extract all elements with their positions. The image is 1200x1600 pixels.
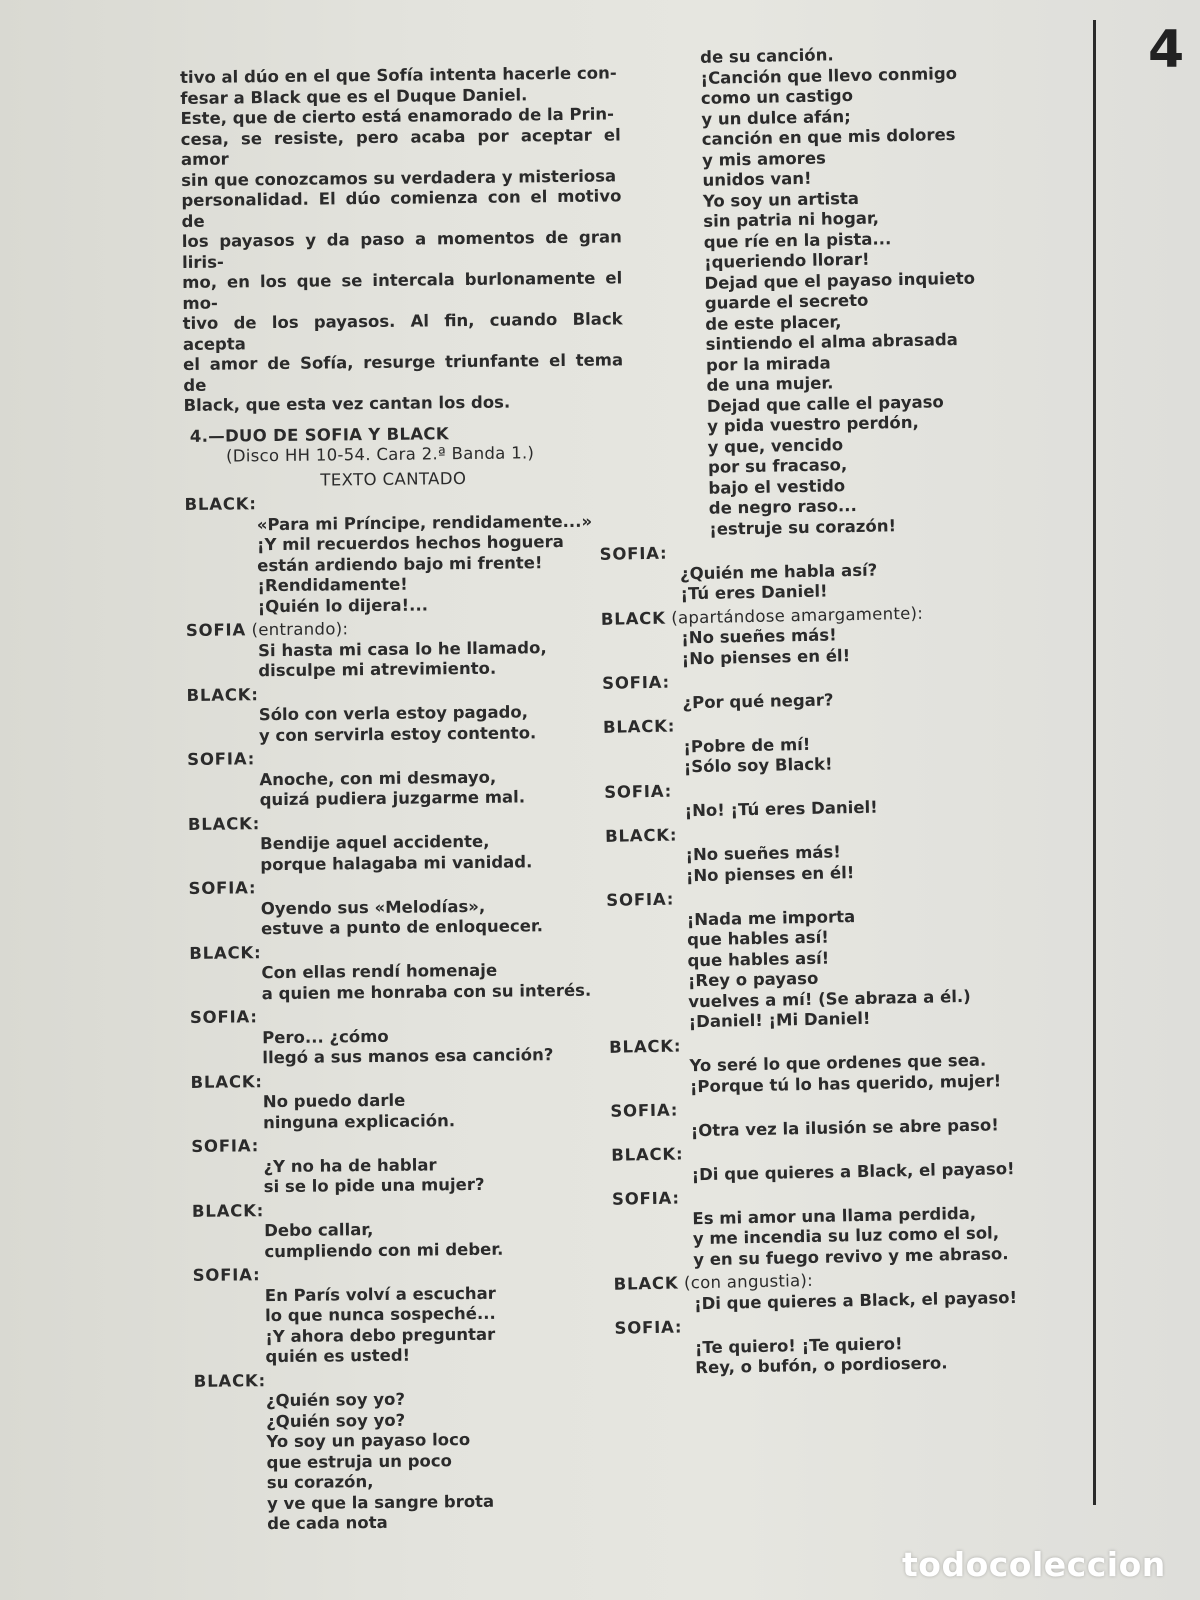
dialogue-line: quizá pudiera juzgarme mal. [259,787,526,810]
intro-paragraph [180,63,624,416]
speaker-name: SOFIA: [614,1317,683,1338]
dialogue-line: ¡Rey o payaso [687,968,819,991]
dialogue-lines [260,830,628,875]
dialogue-line: ¡No! ¡Tú eres Daniel! [684,797,878,821]
intro-line: tivo al dúo en el que Sofía intenta hacerle con- [180,63,617,87]
disc-reference: (Disco HH 10-54. Cara 2.ª Banda 1.) [225,443,535,466]
dialogue-block [187,745,628,811]
dialogue-line: ¡Di que quieres a Black, el payaso! [691,1158,1015,1184]
verse-line: de este placer, [705,311,842,334]
speaker-name: SOFIA: [601,672,671,693]
dialogue-block [609,1028,1090,1099]
dialogue-block [602,665,1083,715]
verse-line: de una mujer. [706,373,834,395]
verse-line: de negro raso... [708,495,857,518]
dialogue-block [192,1197,633,1263]
dialogue-block [186,616,627,682]
dialogue-line: ¡Y ahora debo preguntar [265,1324,496,1346]
dialogue-line: ¡Rendidamente! [257,574,408,596]
dialogue-block [186,681,627,747]
dialogue-block [191,1132,632,1198]
verse-line: Dejad que calle el payaso [706,391,944,416]
dialogue-lines [261,959,629,1004]
verse-line: unidos van! [702,168,812,190]
speaker-name: SOFIA: [187,749,256,769]
dialogue-line: ¡Porque tú lo has querido, mujer! [689,1070,1002,1096]
verse-line: y que, vencido [707,434,844,457]
dialogue-lines [261,895,629,940]
verse-line: por la mirada [705,352,831,375]
dialogue-line: y en su fuego revivo y me abraso. [693,1243,1009,1269]
dialogue-line: ¿Y no ha de hablar [263,1154,437,1176]
dialogue-line: que estruja un poco [266,1450,453,1472]
dialogue-line: ¡No sueñes más! [685,842,841,865]
dialogue-line: ¡Quién lo dijera!... [257,594,429,616]
verse-line: Yo soy un artista [702,188,860,211]
dialogue-line: ¿Quién soy yo? [266,1410,406,1431]
dialogue-line: a quien me honraba con su interés. [261,980,592,1003]
dialogue-line: Rey, o bufón, o pordiosero. [695,1353,948,1378]
dialogue-line: En París volví a escuchar [264,1283,496,1305]
dialogue-lines [681,621,1082,670]
dialogue-line: ¡Otra vez la ilusión se abre paso! [690,1114,999,1140]
verse-line: Dejad que el payaso inquieto [704,268,976,293]
speaker-name: SOFIA: [189,1007,258,1027]
dialogue-line: Sólo con verla estoy pagado, [258,702,529,725]
dialogue-line: porque halagaba mi vanidad. [260,851,533,874]
speaker-name: BLACK: [611,1144,684,1165]
right-opening-verse [700,41,1079,540]
verse-line: y pida vuestro perdón, [707,412,919,436]
intro-line: fesar a Black que es el Duque Daniel. [180,84,528,108]
dialogue-line: Oyendo sus «Melodías», [260,896,486,918]
dialogue-block [610,1093,1091,1143]
dialogue-line: Si hasta mi casa lo he llamado, [258,637,547,660]
speaker-name: SOFIA: [192,1265,261,1285]
dialogue-line: ¡Te quiero! ¡Te quiero! [694,1333,903,1357]
dialogue-block [188,810,629,876]
dialogue-lines [683,729,1084,778]
dialogue-lines [692,1201,1093,1270]
dialogue-line: su corazón, [266,1472,374,1493]
verse-line: bajo el vestido [708,475,846,498]
intro-line: personalidad. El dúo comienza con el motivo de [181,186,622,231]
dialogue-line: Es mi amor una llama perdida, [692,1203,977,1228]
verse-line: ¡estruje su corazón! [709,515,897,539]
dialogue-line: ninguna explicación. [262,1110,456,1132]
dialogue-line: ¡Sólo soy Black! [683,754,833,777]
speaker-name: SOFIA: [610,1100,679,1121]
intro-line: Black, que esta vez cantan los dos. [183,392,511,415]
dialogue-line: ¡Daniel! ¡Mi Daniel! [688,1008,871,1032]
dialogue-line: Bendije aquel accidente, [260,831,490,854]
speaker-name: BLACK: [191,1200,265,1221]
dialogue-lines [680,556,1081,605]
dialogue-block [605,817,1086,888]
dialogue-line: ¡No sueñes más! [681,625,837,648]
dialogue-line: y me incendia su luz como el sol, [692,1223,1000,1249]
dialogue-block [190,1003,631,1069]
speaker-name: SOFIA: [606,889,675,910]
intro-line: cesa, se resiste, pero acaba por aceptar el amor [180,124,621,169]
verse-line: canción en que mis dolores [701,125,956,149]
dialogue-lines [689,1049,1090,1098]
dialogue-line: Yo soy un payaso loco [266,1430,471,1452]
dialogue-line: ¡Pobre de mí! [683,734,811,756]
watermark-logo: todocoleccion [902,1545,1166,1584]
speaker-name: BLACK: [190,1071,263,1092]
dialogue-line: Pero... ¿cómo [262,1026,389,1047]
stage-direction: (con angustia): [678,1270,814,1293]
verse-line: guarde el secreto [704,290,869,313]
dialogue-line: ¡No pienses en él! [685,862,855,885]
intro-line: sin que conozcamos su verdadera y misteriosa [181,165,617,190]
speaker-name: BLACK: [187,813,261,834]
dialogue-line: ¡No pienses en él! [681,645,851,668]
dialogue-block [188,874,629,940]
dialogue-line: vuelves a mí! (Se abraza a él.) [688,986,971,1011]
dialogue-lines [263,1088,631,1133]
dialogue-line: si se lo pide una mujer? [263,1174,485,1197]
dialogue-line: ¿Quién me habla así? [679,560,878,583]
dialogue-line: ¡Tú eres Daniel! [680,581,828,604]
dialogue-line: estuve a punto de enloquecer. [260,916,544,939]
dialogue-line: de cada nota [267,1512,388,1534]
dialogue-lines [687,902,1089,1033]
speaker-name: BLACK: [193,1370,267,1391]
dialogue-line: están ardiendo bajo mi frente! [257,552,543,575]
left-dialogue [184,490,635,1535]
dialogue-line: que hables así! [686,927,829,950]
sung-text-label: TEXTO CANTADO [320,468,467,490]
dialogue-lines [259,766,627,811]
dialogue-lines [265,1282,634,1368]
verse-line: sin patria ni hogar, [703,208,880,231]
page-number: 4 [1148,20,1185,80]
dialogue-block [184,490,625,618]
speaker-name: SOFIA [185,620,247,640]
stage-direction: (entrando): [245,619,349,640]
dialogue-line: ¿Por qué negar? [682,689,834,712]
dialogue-block [612,1181,1093,1272]
verse-line: y mis amores [701,147,827,170]
dialogue-lines [266,1387,635,1534]
intro-line: tivo de los payasos. Al fin, cuando Black acepta [182,309,623,354]
dialogue-block [614,1310,1095,1381]
dialogue-block [603,709,1084,780]
dialogue-line: Anoche, con mi desmayo, [259,767,497,789]
dialogue-block [614,1266,1095,1316]
dialogue-line: ¡Nada me importa [686,906,856,929]
dialogue-line: «Para mi Príncipe, rendidamente...» [256,511,593,534]
dialogue-line: Yo seré lo que ordenes que sea. [689,1050,987,1076]
dialogue-line: disculpe mi atrevimiento. [258,658,497,681]
dialogue-line: ¿Quién soy yo? [265,1389,406,1411]
dialogue-line: y ve que la sangre brota [266,1491,495,1513]
dialogue-line: llegó a sus manos esa canción? [262,1045,554,1068]
dialogue-lines [264,1217,632,1262]
speaker-name: BLACK: [608,1035,682,1057]
dialogue-block [601,600,1082,671]
dialogue-lines [257,511,626,617]
dialogue-block [611,1137,1092,1187]
verse-line: como un castigo [700,85,854,108]
intro-line: el amor de Sofía, resurge triunfante el tema de [183,350,624,395]
verse-line: sintiendo el alma abrasada [705,329,958,354]
intro-line: los payasos y da paso a momentos de gran liris- [181,227,622,272]
right-column [590,41,1095,1380]
dialogue-line: ¡Y mil recuerdos hechos hoguera [256,532,564,555]
dialogue-block [604,773,1085,823]
right-dialogue [600,536,1096,1381]
dialogue-line: lo que nunca sospeché... [264,1303,496,1326]
speaker-name: BLACK: [184,494,257,514]
dialogue-block [193,1261,634,1368]
speaker-name: BLACK: [604,824,678,846]
verse-line: por su fracaso, [707,455,848,477]
speaker-name: BLACK: [602,716,676,737]
verse-line: ¡queriendo llorar! [703,249,870,272]
dialogue-line: Con ellas rendí homenaje [261,960,498,983]
verse-line: ¡Canción que llevo conmigo [700,63,958,88]
dialogue-line: cumpliendo con mi deber. [264,1239,504,1261]
speaker-name: SOFIA: [611,1188,681,1209]
speaker-name: BLACK: [186,684,259,705]
dialogue-block [606,882,1089,1035]
left-column [180,63,635,1535]
intro-line: mo, en los que se intercala burlonamente el mo- [182,268,623,313]
dialogue-lines [262,1024,630,1069]
verse-line: de su canción. [699,45,834,67]
speaker-name: SOFIA: [191,1136,260,1156]
speaker-name: BLACK: [189,942,262,963]
speaker-name: BLACK [613,1273,679,1294]
intro-line: Este, que de cierto está enamorado de la Prin- [180,104,615,128]
dialogue-lines [695,1330,1096,1379]
dialogue-lines [258,637,626,682]
dialogue-block [189,939,630,1005]
dialogue-block [191,1068,632,1134]
dialogue-lines [259,701,627,746]
dialogue-line: Debo callar, [264,1220,374,1241]
dialogue-line: ¡Di que quieres a Black, el payaso! [693,1287,1018,1313]
section-heading: 4.—DUO DE SOFIA Y BLACK [189,423,449,446]
dialogue-line: No puedo darle [262,1090,406,1112]
dialogue-block [194,1367,636,1536]
stage-direction: (apartándose amargamente): [665,603,924,628]
dialogue-line: y con servirla estoy contento. [258,722,537,745]
dialogue-block [600,536,1081,607]
dialogue-line: quién es usted! [265,1345,411,1367]
speaker-name: SOFIA: [599,543,668,564]
speaker-name: SOFIA: [188,878,257,898]
dialogue-lines [263,1153,631,1198]
verse-line: y un dulce afán; [701,106,851,129]
verse-line: que ríe en la pista... [703,228,892,252]
dialogue-line: que hables así! [687,948,830,970]
dialogue-lines [685,838,1086,887]
speaker-name: SOFIA: [604,781,673,802]
speaker-name: BLACK [600,608,666,629]
